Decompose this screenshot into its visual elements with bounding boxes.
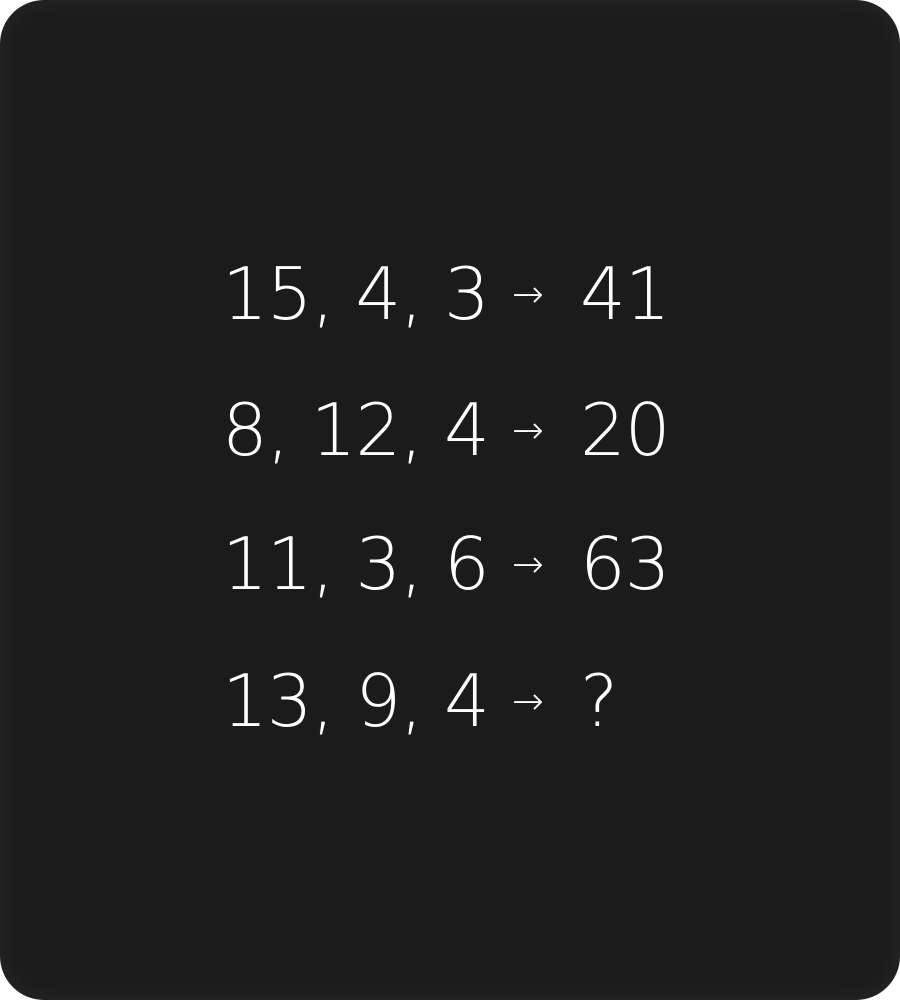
right-arrow-icon: →	[512, 679, 544, 723]
row-inputs: 11, 3, 6	[222, 522, 489, 606]
puzzle-row	[222, 656, 722, 746]
row-result: 63	[580, 522, 670, 606]
row-result: 20	[580, 388, 670, 472]
row-inputs: 8, 12, 4	[222, 388, 489, 472]
right-arrow-icon: →	[512, 272, 544, 316]
row-inputs: 13, 9, 4	[222, 659, 489, 743]
right-arrow-icon: →	[512, 542, 544, 586]
row-result: 41	[580, 252, 670, 336]
row-inputs: 15, 4, 3	[222, 252, 489, 336]
puzzle-row	[222, 519, 722, 609]
puzzle-row	[222, 385, 722, 475]
puzzle-row	[222, 249, 722, 339]
row-result-unknown: ?	[580, 659, 618, 743]
right-arrow-icon: →	[512, 408, 544, 452]
